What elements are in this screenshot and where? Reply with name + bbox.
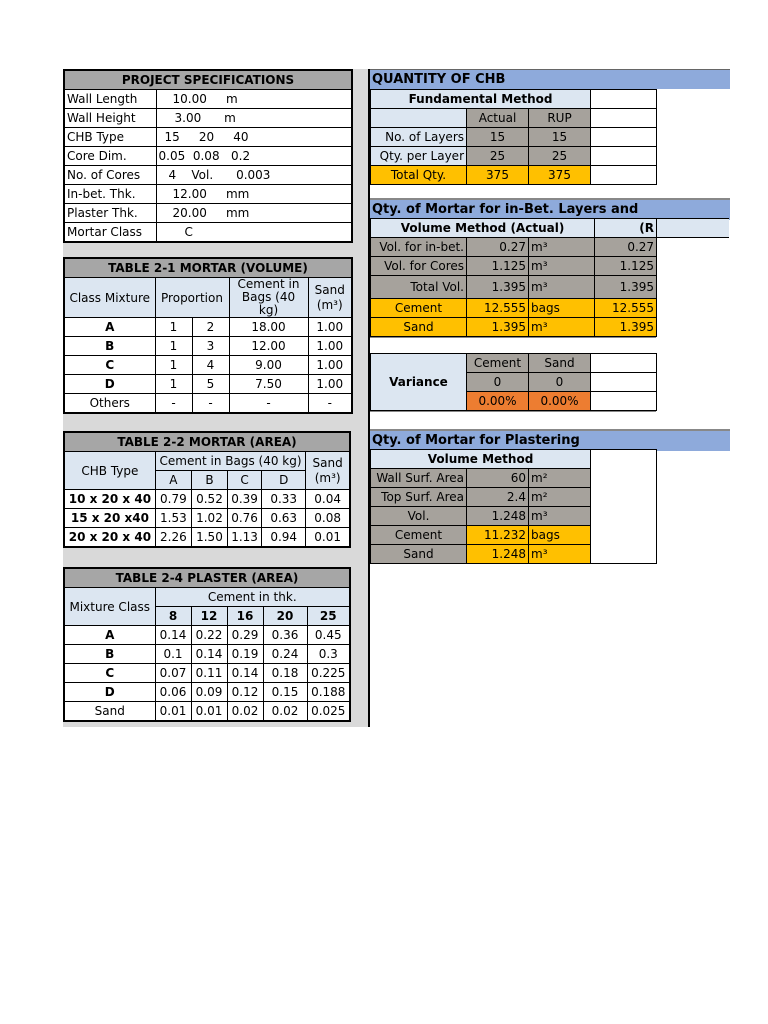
wall-length-value: 10.00 m [156,90,352,109]
no-cores-values: 4 Vol. 0.003 [156,166,352,185]
t22-chb-header: CHB Type [64,452,155,490]
table-row: C 0.07 0.11 0.14 0.18 0.225 [64,664,350,683]
table-row: 10 x 20 x 40 0.79 0.52 0.39 0.33 0.04 [64,490,350,509]
no-cores-label: No. of Cores [64,166,156,185]
variance-table: Variance Cement Sand 0 0 0.00% 0.00% [370,353,657,411]
table-row: Sand 0.01 0.01 0.02 0.02 0.025 [64,702,350,722]
core-dim-label: Core Dim. [64,147,156,166]
wall-height-value: 3.00 m [156,109,352,128]
chb-type-values: 15 20 40 [156,128,352,147]
chb-actual-header: Actual [467,109,529,128]
t22-sand-header: Sand (m³) [306,452,350,490]
t21-class-header: Class Mixture [64,278,155,318]
plaster-method: Volume Method [371,450,591,469]
t24-mix-header: Mixture Class [64,588,155,626]
mortar-section-title: Qty. of Mortar for in-Bet. Layers and [370,198,730,220]
table-row: D 1 5 7.50 1.00 [64,375,352,394]
core-dim-values: 0.05 0.08 0.2 [156,147,352,166]
plaster-thk-value: 20.00 mm [156,204,352,223]
plaster-section-title: Qty. of Mortar for Plastering [370,429,730,451]
mortar-class-value: C [156,223,352,243]
wall-height-label: Wall Height [64,109,156,128]
t21-title: TABLE 2-1 MORTAR (VOLUME) [64,258,352,278]
inbet-thk-label: In-bet. Thk. [64,185,156,204]
chb-type-label: CHB Type [64,128,156,147]
mortar-method-2: (R [595,219,657,238]
plaster-qty-table: Volume Method Wall Surf. Area 60 m² Top Surf. Area 2.4 m² Vol. 1.248 m³ Cement 11.232 bags Sand 1.248 m³ [370,449,657,564]
chb-total-label: Total Qty. [371,166,467,185]
t21-cement-header: Cement in Bags (40 kg) [229,278,308,318]
table-row: Others - - - - [64,394,352,414]
table-row: 15 x 20 x40 1.53 1.02 0.76 0.63 0.08 [64,509,350,528]
table-row: B 1 3 12.00 1.00 [64,337,352,356]
plaster-thk-label: Plaster Thk. [64,204,156,223]
chb-layers-label: No. of Layers [371,128,467,147]
table-row: A 1 2 18.00 1.00 [64,318,352,337]
variance-label: Variance [371,354,467,411]
project-specifications-table [63,69,353,243]
table-2-1-mortar-volume [63,257,353,414]
wall-length-label: Wall Length [64,90,156,109]
t24-title: TABLE 2-4 PLASTER (AREA) [64,568,350,588]
table-row: B 0.1 0.14 0.19 0.24 0.3 [64,645,350,664]
table-row: C 1 4 9.00 1.00 [64,356,352,375]
mortar-inbet-table: Volume Method (Actual) (R Vol. for in-bet. 0.27 m³ 0.27 Vol. for Cores 1.125 m³ 1.125 Total Vol. 1.395 m³ 1.395 Cement 12.555 bags 12.555 Sand 1.395 m³ 1.395 [370,218,729,337]
chb-per-layer-label: Qty. per Layer [371,147,467,166]
spec-title: PROJECT SPECIFICATIONS [64,70,352,90]
t22-title: TABLE 2-2 MORTAR (AREA) [64,432,350,452]
chb-section-title: QUANTITY OF CHB [370,69,730,89]
t22-cement-header: Cement in Bags (40 kg) [155,452,305,471]
chb-method: Fundamental Method [371,90,591,109]
table-row: A 0.14 0.22 0.29 0.36 0.45 [64,626,350,645]
t21-proportion-header: Proportion [155,278,229,318]
mortar-method: Volume Method (Actual) [371,219,595,238]
inbet-thk-value: 12.00 mm [156,185,352,204]
table-row: 20 x 20 x 40 2.26 1.50 1.13 0.94 0.01 [64,528,350,548]
table-2-4-plaster-area: TABLE 2-4 PLASTER (AREA) Mixture Class Cement in thk. 8 12 16 20 25 A 0.14 0.22 0.29 0.36 0.45 B 0.1 0.14 0.19 0.24 0.3 C 0.07 0.11 0.14 0.18 0.225 D 0.06 0.09 0.12 0.15 0.188 Sand 0.01 0.01 0.02 0.02 0.025 [63,567,351,722]
chb-quantity-table: Fundamental Method Actual RUP No. of Layers 15 15 Qty. per Layer 25 25 Total Qty. 375 375 [370,89,657,185]
table-row: D 0.06 0.09 0.12 0.15 0.188 [64,683,350,702]
t24-cement-header: Cement in thk. [155,588,350,607]
mortar-class-label: Mortar Class [64,223,156,243]
chb-rup-header: RUP [529,109,591,128]
t21-sand-header: Sand (m³) [308,278,352,318]
table-2-2-mortar-area: TABLE 2-2 MORTAR (AREA) CHB Type Cement in Bags (40 kg) Sand (m³) A B C D 10 x 20 x 40 0.79 0.52 0.39 0.33 0.04 15 x 20 x40 1.53 1.02 0.76 0.63 0.08 20 x 20 x 40 2.26 1.50 1.13 0.94 0.01 [63,431,351,548]
